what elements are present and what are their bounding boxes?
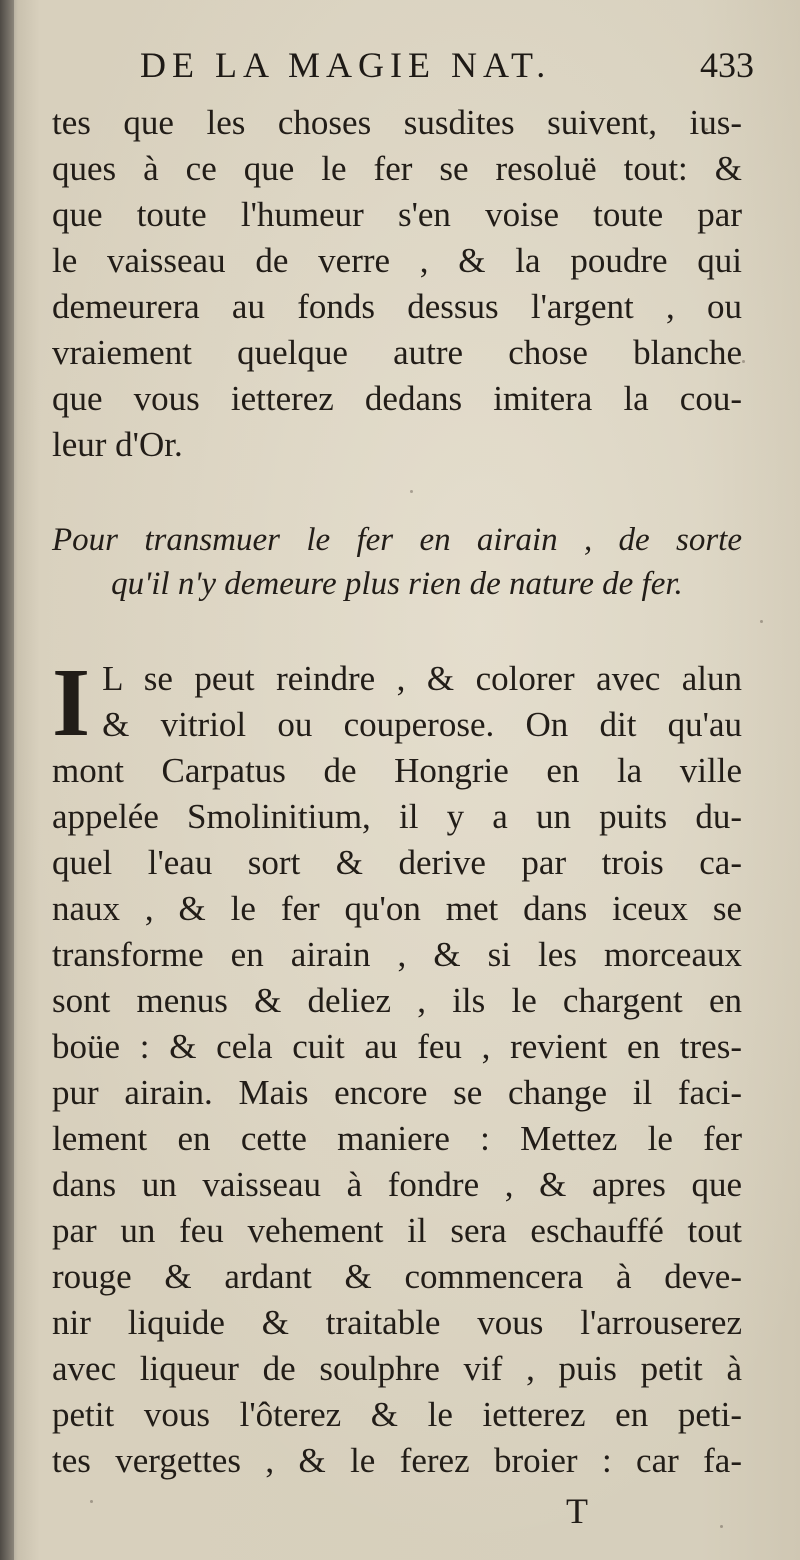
paper-speck	[410, 490, 413, 493]
book-spine	[0, 0, 14, 1560]
text-line: leur d'Or.	[52, 425, 183, 464]
text-line: rouge & ardant & commencera à deve-	[52, 1257, 742, 1296]
page-number: 433	[700, 45, 754, 85]
text-line: le vaisseau de verre , & la poudre qui	[52, 241, 742, 280]
page-header	[140, 44, 760, 104]
paper-speck	[742, 360, 745, 363]
paper-speck	[720, 1525, 723, 1528]
paper-speck	[90, 1500, 93, 1503]
text-line: mont Carpatus de Hongrie en la ville	[52, 751, 742, 790]
text-line: & vitriol ou couperose. On dit qu'au	[102, 705, 742, 744]
text-line: vraiement quelque autre chose blanche	[52, 333, 742, 372]
text-line: sont menus & deliez , ils le chargent en	[52, 981, 742, 1020]
text-line: pur airain. Mais encore se change il faci-	[52, 1073, 742, 1112]
text-line: appelée Smolinitium, il y a un puits du-	[52, 797, 742, 836]
paper-speck	[705, 128, 708, 131]
indented-block	[102, 656, 742, 748]
section-heading	[52, 518, 742, 606]
heading-line: qu'il n'y demeure plus rien de nature de fer.	[111, 566, 683, 602]
text-line: que toute l'humeur s'en voise toute par	[52, 195, 742, 234]
text-line: petit vous l'ôterez & le ietterez en peti-	[52, 1395, 742, 1434]
running-head: DE LA MAGIE NAT.	[140, 45, 552, 85]
heading-line: Pour transmuer le fer en airain , de sorte	[52, 522, 742, 558]
drop-cap: I	[52, 649, 91, 757]
catchword: T	[566, 1491, 588, 1531]
paragraph-continued	[52, 100, 742, 468]
text-line: avec liqueur de soulphre vif , puis petit à	[52, 1349, 742, 1388]
text-line: que vous ietterez dedans imitera la cou-	[52, 379, 742, 418]
text-line: L se peut reindre , & colorer avec alun	[102, 659, 742, 698]
text-line: quel l'eau sort & derive par trois ca-	[52, 843, 742, 882]
paper-speck	[760, 620, 763, 623]
paragraph-main	[52, 649, 742, 1484]
text-line: tes que les choses susdites suivent, ius-	[52, 103, 742, 142]
text-line: boüe : & cela cuit au feu , revient en tres-	[52, 1027, 742, 1066]
text-line: naux , & le fer qu'on met dans iceux se	[52, 889, 742, 928]
text-line: transforme en airain , & si les morceaux	[52, 935, 742, 974]
text-line: par un feu vehement il sera eschauffé tout	[52, 1211, 742, 1250]
text-line: lement en cette maniere : Mettez le fer	[52, 1119, 742, 1158]
text-line: tes vergettes , & le ferez broier : car fa-	[52, 1441, 742, 1480]
text-line: demeurera au fonds dessus l'argent , ou	[52, 287, 742, 326]
text-line: nir liquide & traitable vous l'arrouserez	[52, 1303, 742, 1342]
text-line: dans un vaisseau à fondre , & apres que	[52, 1165, 742, 1204]
text-line: ques à ce que le fer se resoluë tout: &	[52, 149, 742, 188]
